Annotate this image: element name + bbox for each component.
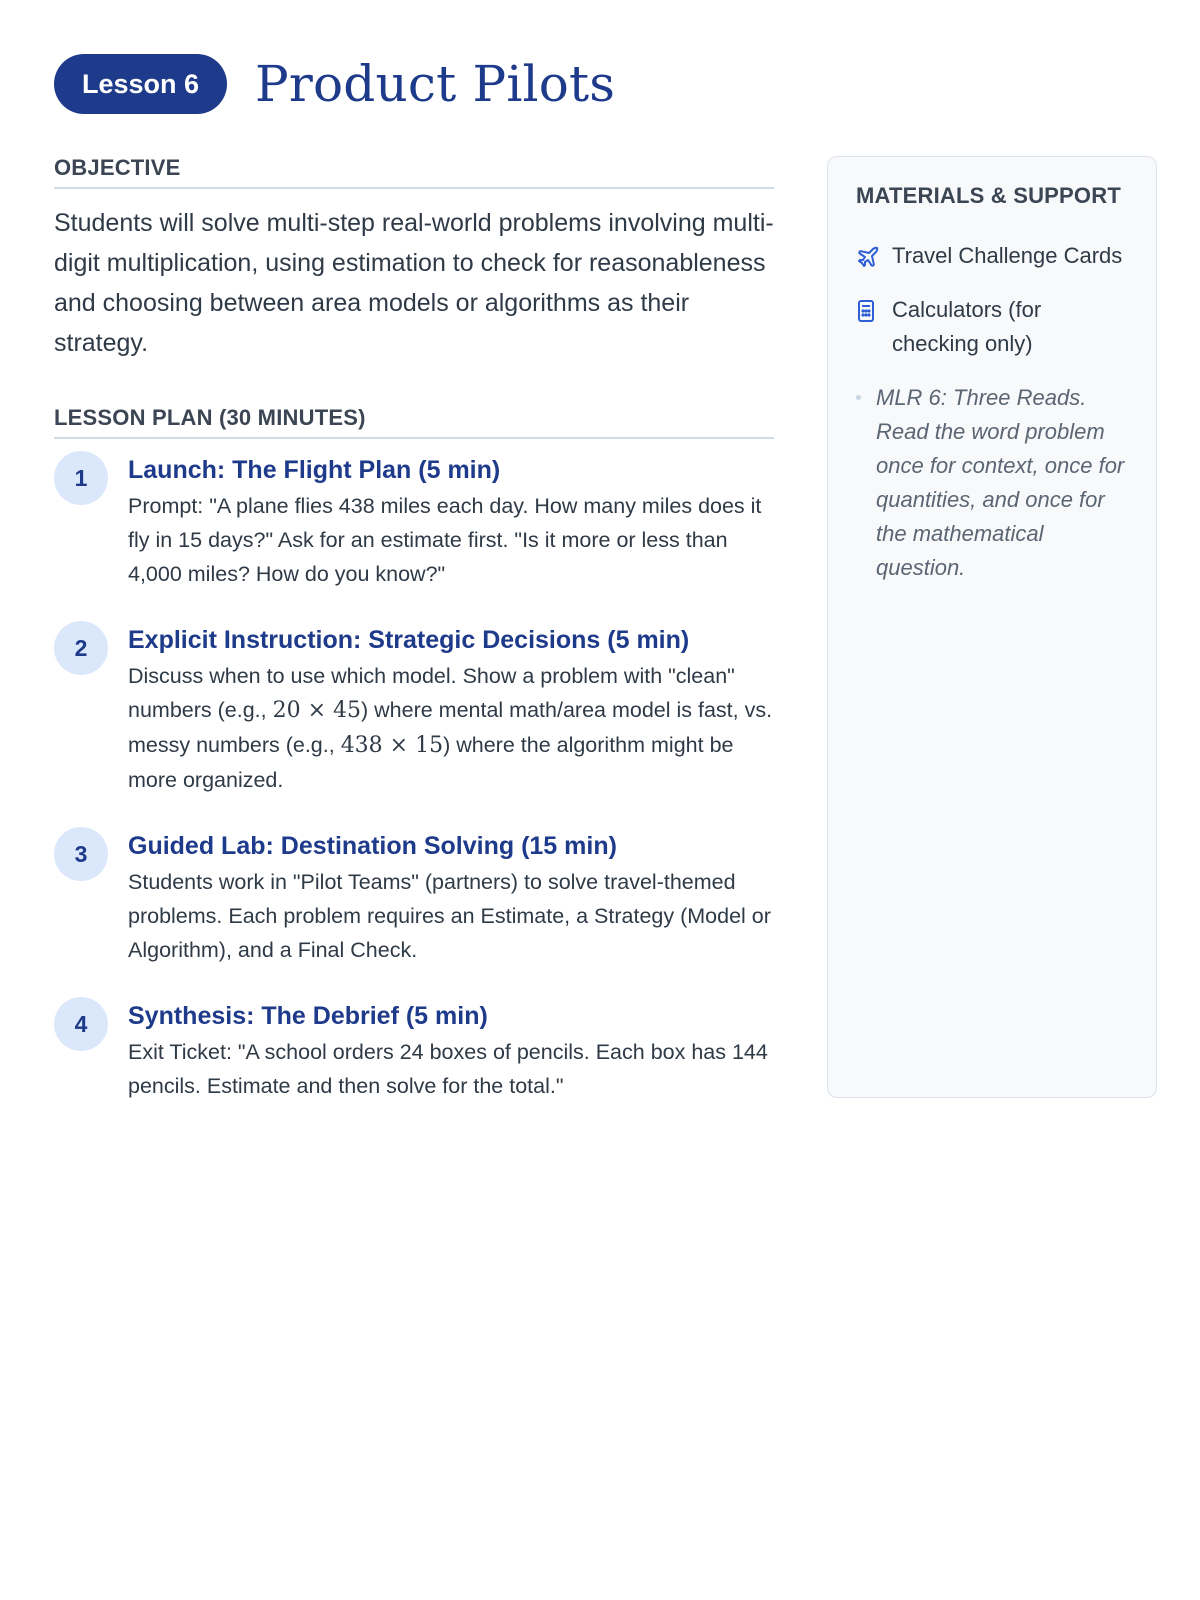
math-expression: 20 × 45 — [272, 698, 362, 723]
step-title: Guided Lab: Destination Solving (15 min) — [128, 832, 617, 860]
step-description: Prompt: "A plane flies 438 miles each day. How many miles does it fly in 15 days?" Ask for an estimate first. "Is it more or less than 4,000 miles? How do you know?" — [128, 494, 762, 586]
objective-heading: OBJECTIVE — [54, 155, 774, 189]
step-number: 3 — [54, 827, 108, 881]
step-description: Exit Ticket: "A school orders 24 boxes of pencils. Each box has 144 pencils. Estimate and then solve for the total." — [128, 1040, 768, 1098]
step-description: Students work in "Pilot Teams" (partners) to solve travel-themed problems. Each problem requires an Estimate, a Strategy (Model or Algorithm), and a Final Check. — [128, 870, 771, 962]
materials-sidebar — [827, 156, 1157, 1098]
step-title: Explicit Instruction: Strategic Decisions (5 min) — [128, 626, 690, 654]
calculator-icon — [856, 299, 882, 323]
step-body — [128, 827, 774, 967]
material-item — [856, 293, 1130, 361]
plane-icon — [856, 245, 882, 269]
step-description-part: ) where the algorithm might be more organized. — [128, 733, 734, 792]
step-body — [128, 997, 774, 1103]
plan-step — [54, 997, 774, 1103]
math-expression: 438 × 15 — [340, 733, 444, 758]
step-number: 2 — [54, 621, 108, 675]
step-title: Launch: The Flight Plan (5 min) — [128, 456, 501, 484]
step-body — [128, 621, 774, 797]
support-text: MLR 6: Three Reads. Read the word problem once for context, once for quantities, and once for the mathematical question. — [876, 385, 1125, 580]
step-description-part: Discuss when to use which model. Show a problem with "clean" numbers (e.g., — [128, 664, 735, 722]
lesson-header — [54, 54, 615, 114]
lesson-plan-steps — [54, 451, 774, 1103]
material-item — [856, 239, 1130, 273]
material-label: Travel Challenge Cards — [892, 243, 1123, 268]
main-column — [54, 155, 774, 1133]
support-item — [856, 381, 1130, 585]
objective-text: Students will solve multi-step real-world problems involving multi-digit multiplication, using estimation to check for reasonableness and choosing between area models or algorithms as their strategy. — [54, 209, 774, 357]
materials-list — [856, 239, 1130, 361]
lesson-plan-heading: LESSON PLAN (30 MINUTES) — [54, 405, 774, 439]
step-body — [128, 451, 774, 591]
step-number: 1 — [54, 451, 108, 505]
plan-step — [54, 621, 774, 797]
plan-step — [54, 451, 774, 591]
step-title: Synthesis: The Debrief (5 min) — [128, 1002, 488, 1030]
page-title: Product Pilots — [255, 55, 616, 113]
step-description-part: ) where mental math/area model is fast, vs. messy numbers (e.g., — [128, 698, 773, 757]
step-number: 4 — [54, 997, 108, 1051]
lesson-badge: Lesson 6 — [54, 54, 227, 114]
step-description — [128, 659, 774, 797]
plan-step — [54, 827, 774, 967]
material-label: Calculators (for checking only) — [892, 297, 1042, 356]
bullet-icon — [856, 395, 876, 400]
materials-heading: MATERIALS & SUPPORT — [856, 183, 1121, 208]
